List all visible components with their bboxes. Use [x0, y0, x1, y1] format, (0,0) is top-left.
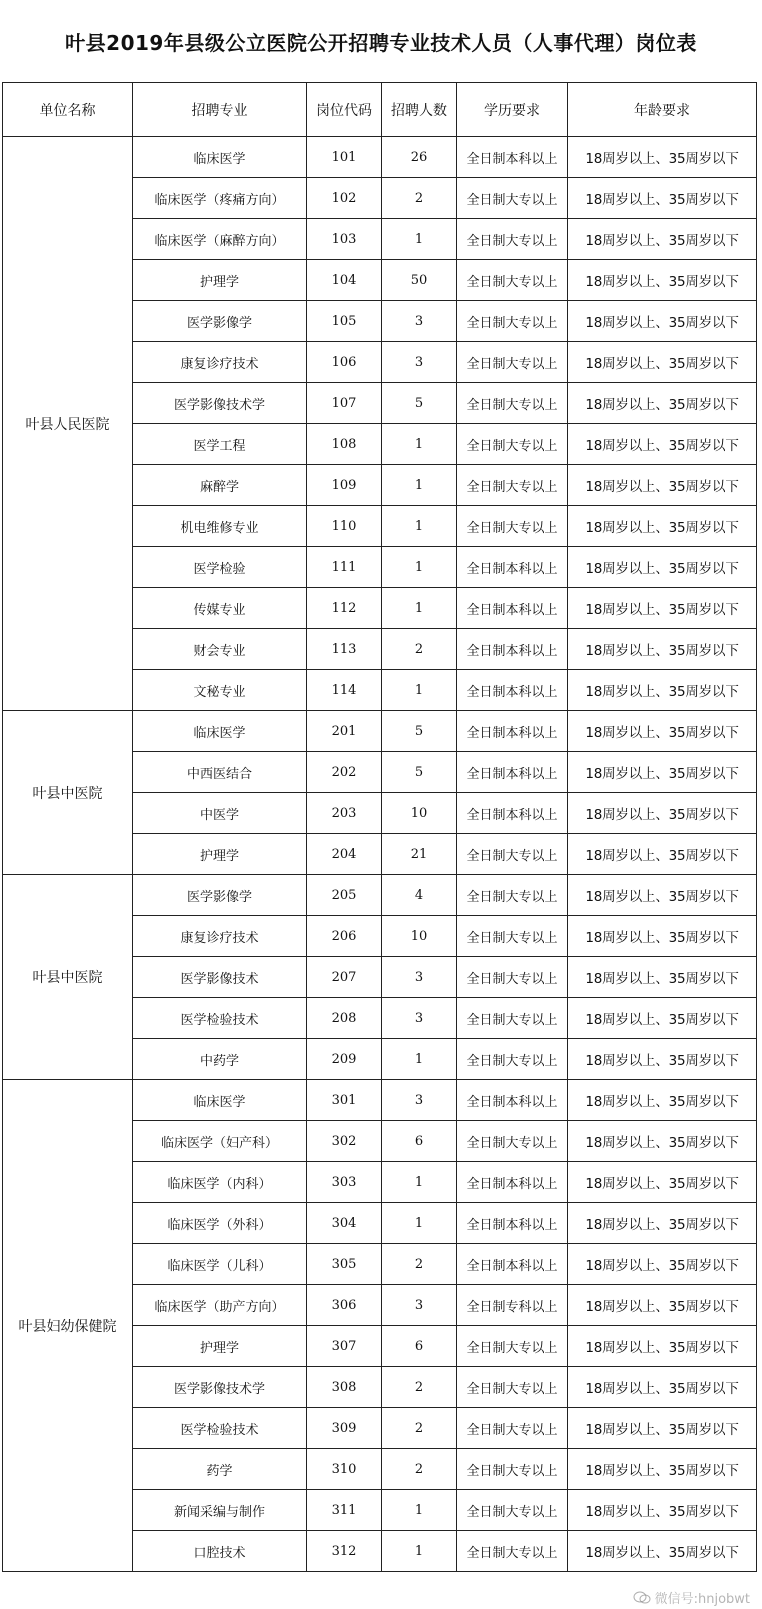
cell-code: 206: [307, 916, 382, 957]
cell-count: 6: [382, 1121, 457, 1162]
table-row: [3, 711, 757, 752]
cell-code: 114: [307, 670, 382, 711]
cell-count: 1: [382, 588, 457, 629]
cell-code: 306: [307, 1285, 382, 1326]
cell-education: 全日制大专以上: [457, 957, 568, 998]
cell-code: 104: [307, 260, 382, 301]
cell-education: 全日制本科以上: [457, 1162, 568, 1203]
cell-age: 18周岁以上、35周岁以下: [568, 342, 757, 383]
cell-code: 105: [307, 301, 382, 342]
cell-code: 304: [307, 1203, 382, 1244]
cell-major: 药学: [133, 1449, 307, 1490]
cell-education: 全日制大专以上: [457, 260, 568, 301]
cell-education: 全日制大专以上: [457, 916, 568, 957]
cell-age: 18周岁以上、35周岁以下: [568, 301, 757, 342]
cell-major: 护理学: [133, 260, 307, 301]
unit-name: 叶县妇幼保健院: [3, 1080, 133, 1572]
cell-education: 全日制大专以上: [457, 1039, 568, 1080]
cell-education: 全日制本科以上: [457, 793, 568, 834]
cell-education: 全日制大专以上: [457, 1449, 568, 1490]
cell-age: 18周岁以上、35周岁以下: [568, 875, 757, 916]
cell-age: 18周岁以上、35周岁以下: [568, 1039, 757, 1080]
cell-education: 全日制本科以上: [457, 1244, 568, 1285]
cell-count: 21: [382, 834, 457, 875]
cell-major: 临床医学（助产方向）: [133, 1285, 307, 1326]
cell-code: 208: [307, 998, 382, 1039]
cell-code: 307: [307, 1326, 382, 1367]
header-age: 年龄要求: [568, 83, 757, 137]
cell-count: 2: [382, 1244, 457, 1285]
cell-major: 康复诊疗技术: [133, 342, 307, 383]
cell-major: 机电维修专业: [133, 506, 307, 547]
cell-education: 全日制本科以上: [457, 1080, 568, 1121]
cell-count: 3: [382, 301, 457, 342]
cell-education: 全日制本科以上: [457, 711, 568, 752]
cell-count: 26: [382, 137, 457, 178]
unit-name: 叶县中医院: [3, 875, 133, 1080]
cell-age: 18周岁以上、35周岁以下: [568, 834, 757, 875]
cell-code: 301: [307, 1080, 382, 1121]
cell-code: 202: [307, 752, 382, 793]
cell-major: 医学影像学: [133, 875, 307, 916]
cell-age: 18周岁以上、35周岁以下: [568, 506, 757, 547]
cell-education: 全日制大专以上: [457, 1531, 568, 1572]
cell-count: 5: [382, 752, 457, 793]
cell-age: 18周岁以上、35周岁以下: [568, 465, 757, 506]
cell-count: 3: [382, 998, 457, 1039]
cell-code: 201: [307, 711, 382, 752]
cell-code: 302: [307, 1121, 382, 1162]
cell-age: 18周岁以上、35周岁以下: [568, 1531, 757, 1572]
cell-major: 临床医学（儿科）: [133, 1244, 307, 1285]
cell-education: 全日制本科以上: [457, 752, 568, 793]
cell-education: 全日制本科以上: [457, 137, 568, 178]
cell-age: 18周岁以上、35周岁以下: [568, 1449, 757, 1490]
cell-major: 医学影像学: [133, 301, 307, 342]
cell-education: 全日制大专以上: [457, 219, 568, 260]
cell-major: 医学工程: [133, 424, 307, 465]
cell-education: 全日制本科以上: [457, 1203, 568, 1244]
cell-education: 全日制大专以上: [457, 342, 568, 383]
cell-count: 50: [382, 260, 457, 301]
header-code: 岗位代码: [307, 83, 382, 137]
cell-code: 101: [307, 137, 382, 178]
cell-education: 全日制大专以上: [457, 424, 568, 465]
cell-count: 5: [382, 383, 457, 424]
positions-table: [2, 82, 757, 1572]
cell-major: 财会专业: [133, 629, 307, 670]
cell-education: 全日制大专以上: [457, 383, 568, 424]
cell-major: 传媒专业: [133, 588, 307, 629]
cell-count: 2: [382, 1449, 457, 1490]
cell-code: 107: [307, 383, 382, 424]
cell-count: 2: [382, 1367, 457, 1408]
cell-age: 18周岁以上、35周岁以下: [568, 670, 757, 711]
cell-count: 2: [382, 1408, 457, 1449]
page-title: 叶县2019年县级公立医院公开招聘专业技术人员（人事代理）岗位表: [65, 30, 697, 55]
cell-count: 10: [382, 793, 457, 834]
unit-name: 叶县中医院: [3, 711, 133, 875]
wechat-icon: [633, 1591, 651, 1604]
cell-code: 103: [307, 219, 382, 260]
cell-age: 18周岁以上、35周岁以下: [568, 383, 757, 424]
cell-age: 18周岁以上、35周岁以下: [568, 137, 757, 178]
cell-count: 1: [382, 1039, 457, 1080]
cell-major: 临床医学（麻醉方向）: [133, 219, 307, 260]
cell-code: 204: [307, 834, 382, 875]
cell-age: 18周岁以上、35周岁以下: [568, 793, 757, 834]
cell-major: 临床医学: [133, 711, 307, 752]
cell-code: 207: [307, 957, 382, 998]
cell-education: 全日制大专以上: [457, 875, 568, 916]
cell-major: 护理学: [133, 834, 307, 875]
unit-name: 叶县人民医院: [3, 137, 133, 711]
cell-age: 18周岁以上、35周岁以下: [568, 1080, 757, 1121]
watermark-text: 微信号:hnjobwt: [654, 1592, 750, 1607]
cell-code: 308: [307, 1367, 382, 1408]
cell-count: 3: [382, 1080, 457, 1121]
cell-major: 医学影像技术学: [133, 383, 307, 424]
cell-age: 18周岁以上、35周岁以下: [568, 260, 757, 301]
cell-major: 口腔技术: [133, 1531, 307, 1572]
cell-age: 18周岁以上、35周岁以下: [568, 588, 757, 629]
cell-age: 18周岁以上、35周岁以下: [568, 998, 757, 1039]
cell-age: 18周岁以上、35周岁以下: [568, 1121, 757, 1162]
cell-major: 临床医学（内科）: [133, 1162, 307, 1203]
cell-count: 5: [382, 711, 457, 752]
cell-age: 18周岁以上、35周岁以下: [568, 1408, 757, 1449]
cell-major: 临床医学: [133, 137, 307, 178]
cell-major: 中医学: [133, 793, 307, 834]
cell-code: 205: [307, 875, 382, 916]
cell-age: 18周岁以上、35周岁以下: [568, 547, 757, 588]
cell-code: 106: [307, 342, 382, 383]
table-row: [3, 875, 757, 916]
cell-count: 1: [382, 1203, 457, 1244]
cell-age: 18周岁以上、35周岁以下: [568, 711, 757, 752]
cell-major: 临床医学（外科）: [133, 1203, 307, 1244]
cell-age: 18周岁以上、35周岁以下: [568, 1490, 757, 1531]
cell-education: 全日制本科以上: [457, 588, 568, 629]
cell-education: 全日制大专以上: [457, 998, 568, 1039]
cell-code: 111: [307, 547, 382, 588]
cell-major: 中药学: [133, 1039, 307, 1080]
cell-education: 全日制大专以上: [457, 834, 568, 875]
cell-count: 1: [382, 465, 457, 506]
header-major: 招聘专业: [133, 83, 307, 137]
cell-count: 2: [382, 178, 457, 219]
cell-count: 3: [382, 1285, 457, 1326]
cell-count: 1: [382, 506, 457, 547]
cell-education: 全日制大专以上: [457, 1326, 568, 1367]
table-row: [3, 1080, 757, 1121]
cell-age: 18周岁以上、35周岁以下: [568, 1326, 757, 1367]
cell-count: 1: [382, 1531, 457, 1572]
cell-age: 18周岁以上、35周岁以下: [568, 629, 757, 670]
cell-code: 110: [307, 506, 382, 547]
cell-code: 310: [307, 1449, 382, 1490]
cell-count: 3: [382, 957, 457, 998]
cell-count: 1: [382, 424, 457, 465]
cell-major: 康复诊疗技术: [133, 916, 307, 957]
cell-education: 全日制大专以上: [457, 506, 568, 547]
cell-age: 18周岁以上、35周岁以下: [568, 957, 757, 998]
cell-code: 203: [307, 793, 382, 834]
cell-age: 18周岁以上、35周岁以下: [568, 1285, 757, 1326]
watermark: [633, 1588, 750, 1607]
cell-major: 新闻采编与制作: [133, 1490, 307, 1531]
cell-age: 18周岁以上、35周岁以下: [568, 916, 757, 957]
table-row: [3, 137, 757, 178]
cell-major: 医学检验: [133, 547, 307, 588]
header-count: 招聘人数: [382, 83, 457, 137]
table-body: [3, 137, 757, 1572]
header-unit: 单位名称: [3, 83, 133, 137]
cell-major: 医学检验技术: [133, 998, 307, 1039]
cell-count: 1: [382, 1490, 457, 1531]
cell-education: 全日制大专以上: [457, 1490, 568, 1531]
cell-code: 311: [307, 1490, 382, 1531]
cell-age: 18周岁以上、35周岁以下: [568, 752, 757, 793]
header-education: 学历要求: [457, 83, 568, 137]
cell-code: 309: [307, 1408, 382, 1449]
cell-major: 医学影像技术学: [133, 1367, 307, 1408]
cell-education: 全日制专科以上: [457, 1285, 568, 1326]
cell-age: 18周岁以上、35周岁以下: [568, 1162, 757, 1203]
cell-code: 209: [307, 1039, 382, 1080]
cell-major: 临床医学: [133, 1080, 307, 1121]
header-row: [3, 83, 757, 137]
cell-code: 305: [307, 1244, 382, 1285]
cell-count: 1: [382, 670, 457, 711]
cell-major: 文秘专业: [133, 670, 307, 711]
cell-major: 医学影像技术: [133, 957, 307, 998]
cell-education: 全日制本科以上: [457, 670, 568, 711]
cell-count: 1: [382, 547, 457, 588]
cell-count: 3: [382, 342, 457, 383]
cell-major: 中西医结合: [133, 752, 307, 793]
cell-code: 108: [307, 424, 382, 465]
cell-code: 112: [307, 588, 382, 629]
cell-education: 全日制大专以上: [457, 301, 568, 342]
cell-education: 全日制大专以上: [457, 1367, 568, 1408]
cell-education: 全日制本科以上: [457, 629, 568, 670]
cell-count: 6: [382, 1326, 457, 1367]
cell-major: 麻醉学: [133, 465, 307, 506]
cell-code: 102: [307, 178, 382, 219]
cell-age: 18周岁以上、35周岁以下: [568, 1367, 757, 1408]
cell-age: 18周岁以上、35周岁以下: [568, 424, 757, 465]
cell-age: 18周岁以上、35周岁以下: [568, 1244, 757, 1285]
cell-code: 109: [307, 465, 382, 506]
cell-count: 10: [382, 916, 457, 957]
cell-count: 1: [382, 219, 457, 260]
cell-education: 全日制大专以上: [457, 465, 568, 506]
cell-major: 医学检验技术: [133, 1408, 307, 1449]
cell-major: 临床医学（妇产科）: [133, 1121, 307, 1162]
cell-major: 护理学: [133, 1326, 307, 1367]
cell-age: 18周岁以上、35周岁以下: [568, 1203, 757, 1244]
cell-code: 303: [307, 1162, 382, 1203]
cell-count: 2: [382, 629, 457, 670]
cell-education: 全日制大专以上: [457, 1121, 568, 1162]
cell-education: 全日制大专以上: [457, 1408, 568, 1449]
cell-code: 312: [307, 1531, 382, 1572]
cell-major: 临床医学（疼痛方向）: [133, 178, 307, 219]
cell-education: 全日制本科以上: [457, 547, 568, 588]
cell-count: 1: [382, 1162, 457, 1203]
cell-education: 全日制大专以上: [457, 178, 568, 219]
cell-count: 4: [382, 875, 457, 916]
cell-age: 18周岁以上、35周岁以下: [568, 178, 757, 219]
cell-age: 18周岁以上、35周岁以下: [568, 219, 757, 260]
cell-code: 113: [307, 629, 382, 670]
